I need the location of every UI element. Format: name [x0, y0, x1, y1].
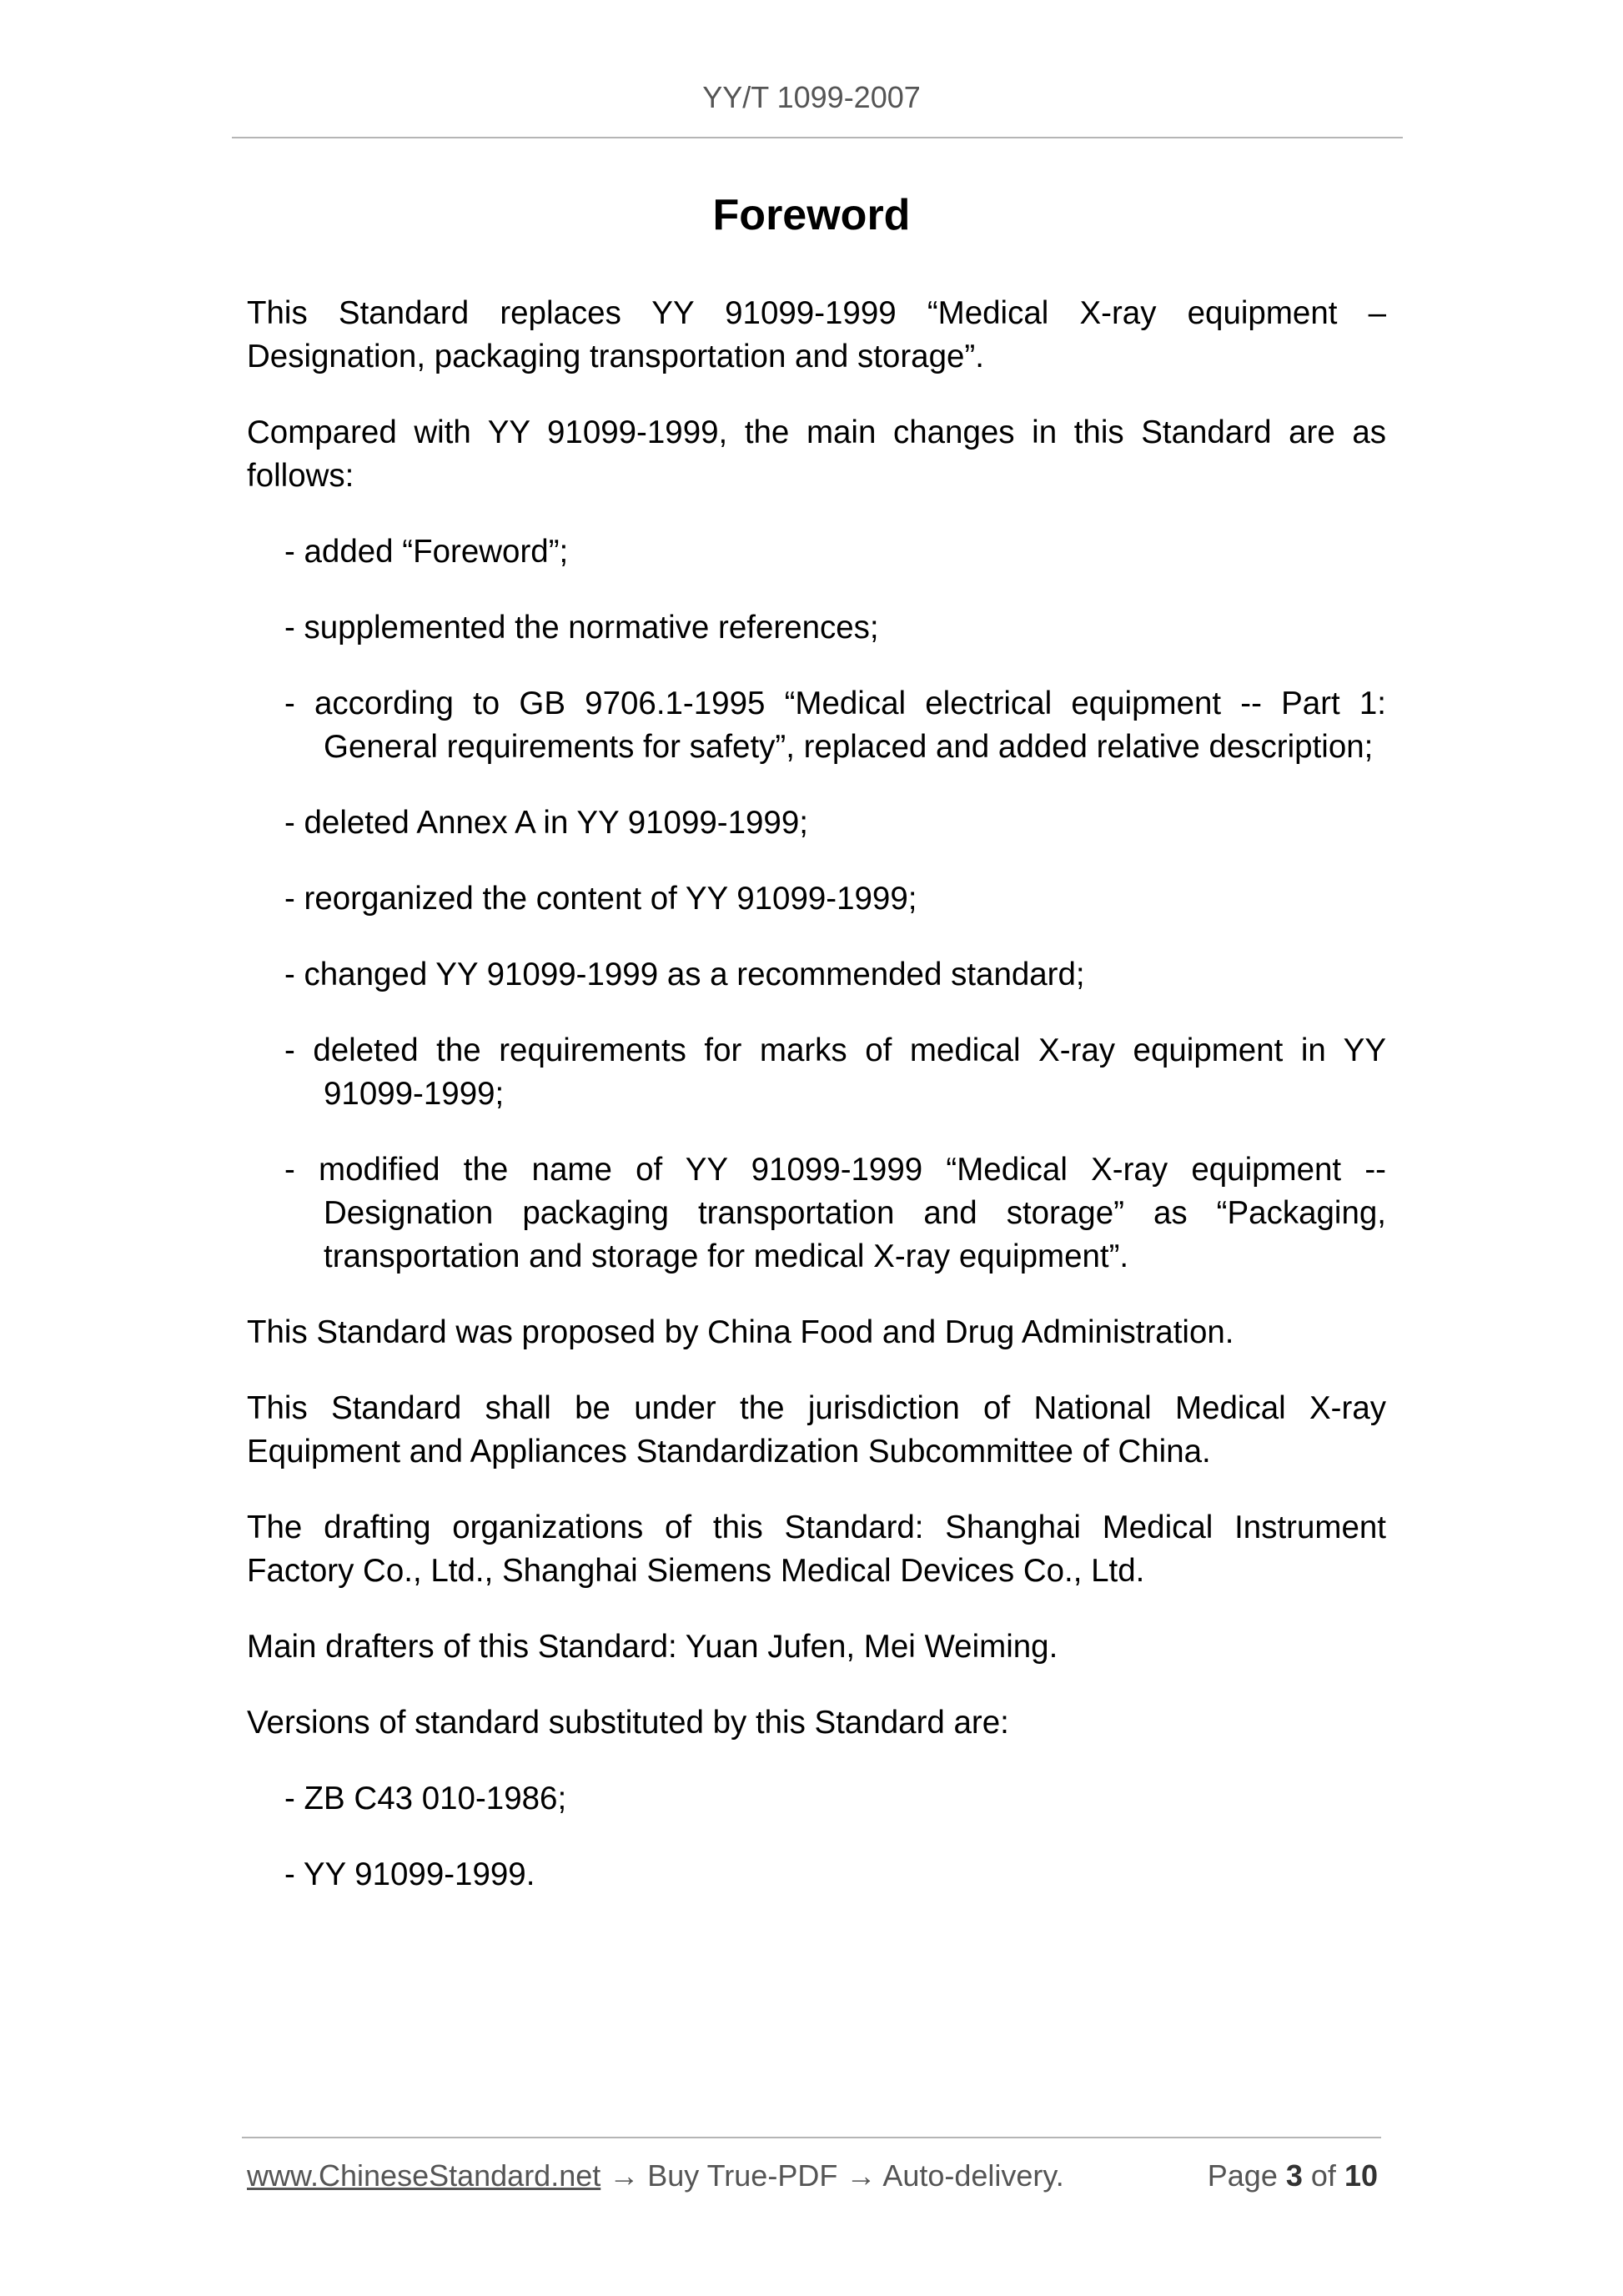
paragraph-replaces: This Standard replaces YY 91099-1999 “Medical X-ray equipment – Designation, packaging transportation and storage”.: [247, 295, 1386, 374]
page-label: Page: [1207, 2158, 1278, 2193]
foreword-body: [247, 292, 1386, 1929]
list-item: - ZB C43 010-1986;: [284, 1781, 567, 1816]
footer-divider: [242, 2137, 1381, 2138]
paragraph-drafting-organizations: The drafting organizations of this Standard: Shanghai Medical Instrument Factory Co., Ltd., Shanghai Siemens Medical Devices Co., Ltd.: [247, 1510, 1386, 1589]
paragraph-versions-intro: Versions of standard substituted by this Standard are:: [247, 1705, 1009, 1741]
paragraph-changes-intro: Compared with YY 91099-1999, the main changes in this Standard are as follows:: [247, 414, 1386, 494]
list-item: - deleted the requirements for marks of medical X-ray equipment in YY 91099-1999;: [284, 1032, 1386, 1112]
list-item: - modified the name of YY 91099-1999 “Medical X-ray equipment -- Designation packaging transportation and storage” as “Packaging, transportation and storage for medical X-ray equipment”.: [284, 1152, 1386, 1274]
changes-list: [247, 530, 1386, 1279]
list-item: - deleted Annex A in YY 91099-1999;: [284, 805, 808, 841]
list-item: - YY 91099-1999.: [284, 1856, 535, 1892]
header-divider: [232, 137, 1403, 138]
page-number: [1208, 2158, 1378, 2193]
total-pages: 10: [1344, 2158, 1378, 2193]
page-footer: [247, 2158, 1378, 2200]
list-item: - added “Foreword”;: [284, 534, 569, 570]
list-item: - reorganized the content of YY 91099-1999;: [284, 881, 917, 917]
page-of-label: of: [1310, 2158, 1336, 2193]
document-code-header: YY/T 1099-2007: [702, 80, 921, 114]
versions-list: [247, 1777, 1386, 1897]
list-item: - according to GB 9706.1-1995 “Medical electrical equipment -- Part 1: General requirements for safety”, replaced and added relative description;: [284, 686, 1386, 765]
list-item: - changed YY 91099-1999 as a recommended standard;: [284, 957, 1085, 992]
footer-tagline: → Buy True-PDF → Auto-delivery.: [600, 2158, 1064, 2193]
current-page: 3: [1285, 2158, 1303, 2193]
paragraph-proposed-by: This Standard was proposed by China Food and Drug Administration.: [247, 1314, 1234, 1350]
website-link[interactable]: www.ChineseStandard.net: [247, 2158, 601, 2193]
list-item: - supplemented the normative references;: [284, 610, 879, 646]
page-title: Foreword: [712, 191, 911, 239]
paragraph-jurisdiction: This Standard shall be under the jurisdiction of National Medical X-ray Equipment and Appliances Standardization Subcommittee of China.: [247, 1390, 1386, 1470]
footer-promo: [247, 2158, 1064, 2193]
paragraph-main-drafters: Main drafters of this Standard: Yuan Jufen, Mei Weiming.: [247, 1629, 1058, 1665]
